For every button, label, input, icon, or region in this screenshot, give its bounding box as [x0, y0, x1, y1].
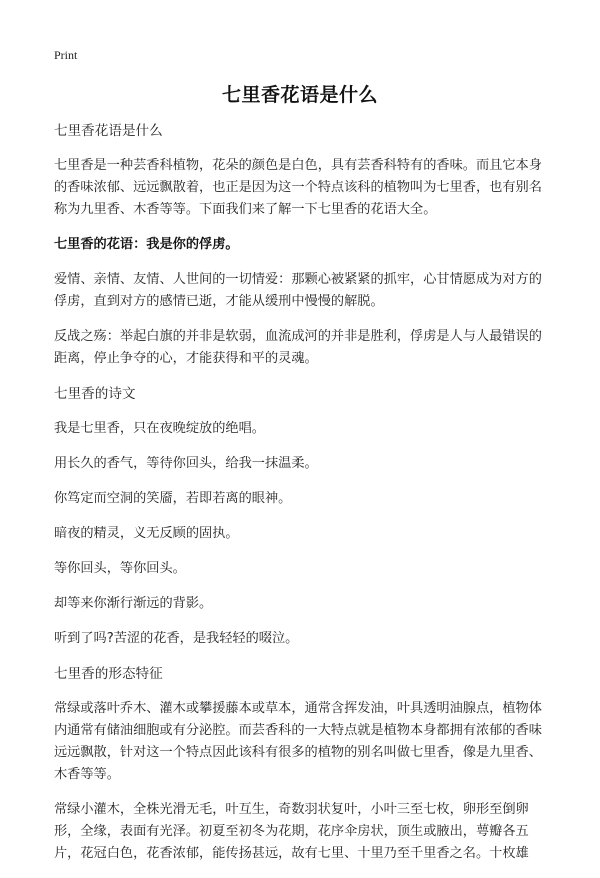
- morphology-heading: 七里香的形态特征: [54, 666, 163, 682]
- morphology-paragraph: 常绿或落叶乔木、灌木或攀援藤本或草本，通常含挥发油，叶具透明油腺点，植物体内通常有储油细胞或有分泌腔。而芸香科的一大特点就是植物本身都拥有浓郁的香味远远飘散，针对这一个特点因此该科有很多的植物的别名叫做七里香，像是九里香、木香等等。: [54, 701, 542, 782]
- flower-language-heading: 七里香的花语：我是你的俘虏。: [54, 237, 239, 252]
- poem-line: 暗夜的精灵，义无反顾的固执。: [54, 526, 239, 541]
- love-paragraph: 爱情、亲情、友情、人世间的一切情爱：那颗心被紧紧的抓牢，心甘情愿成为对方的俘虏，直到对方的感情已逝，才能从缓刑中慢慢的解脱。: [54, 272, 542, 309]
- document-body: [54, 120, 550, 878]
- anti-war-paragraph: 反战之殇：举起白旗的并非是软弱，血流成河的并非是胜利，俘虏是人与人最错误的距离，停止争夺的心，才能获得和平的灵魂。: [54, 329, 542, 366]
- print-label[interactable]: Print: [54, 48, 78, 62]
- intro-paragraph: 七里香是一种芸香科植物，花朵的颜色是白色，具有芸香科特有的香味。而且它本身的香味浓郁、远远飘散着，也正是因为这一个特点该科的植物叫为七里香，也有别名称为九里香、木香等等。下面我们来了解一下七里香的花语大全。: [54, 158, 542, 217]
- poem-line: 等你回头，等你回头。: [54, 561, 186, 576]
- poem-line: 听到了吗?苦涩的花香，是我轻轻的啜泣。: [54, 631, 299, 646]
- document-title: 七里香花语是什么: [221, 84, 378, 106]
- poem-line: 我是七里香，只在夜晚绽放的绝唱。: [54, 421, 265, 436]
- description-paragraph: 常绿小灌木，全株光滑无毛，叶互生，奇数羽状复叶，小叶三至七枚，卵形至倒卵形，全缘，表面有光泽。初夏至初冬为花期，花序伞房状，顶生或腋出，萼瓣各五片，花冠白色，花香浓郁，能传扬甚远，故有七里、十里乃至千里香之名。十枚雄: [54, 802, 529, 861]
- poem-line: 却等来你渐行渐远的背影。: [54, 596, 213, 611]
- poem-line: 你笃定而空洞的笑靥，若即若离的眼神。: [54, 491, 292, 506]
- poem-line: 用长久的香气，等待你回头，给我一抹温柔。: [54, 456, 318, 471]
- intro-heading: 七里香花语是什么: [54, 123, 163, 139]
- poem-heading: 七里香的诗文: [54, 386, 136, 402]
